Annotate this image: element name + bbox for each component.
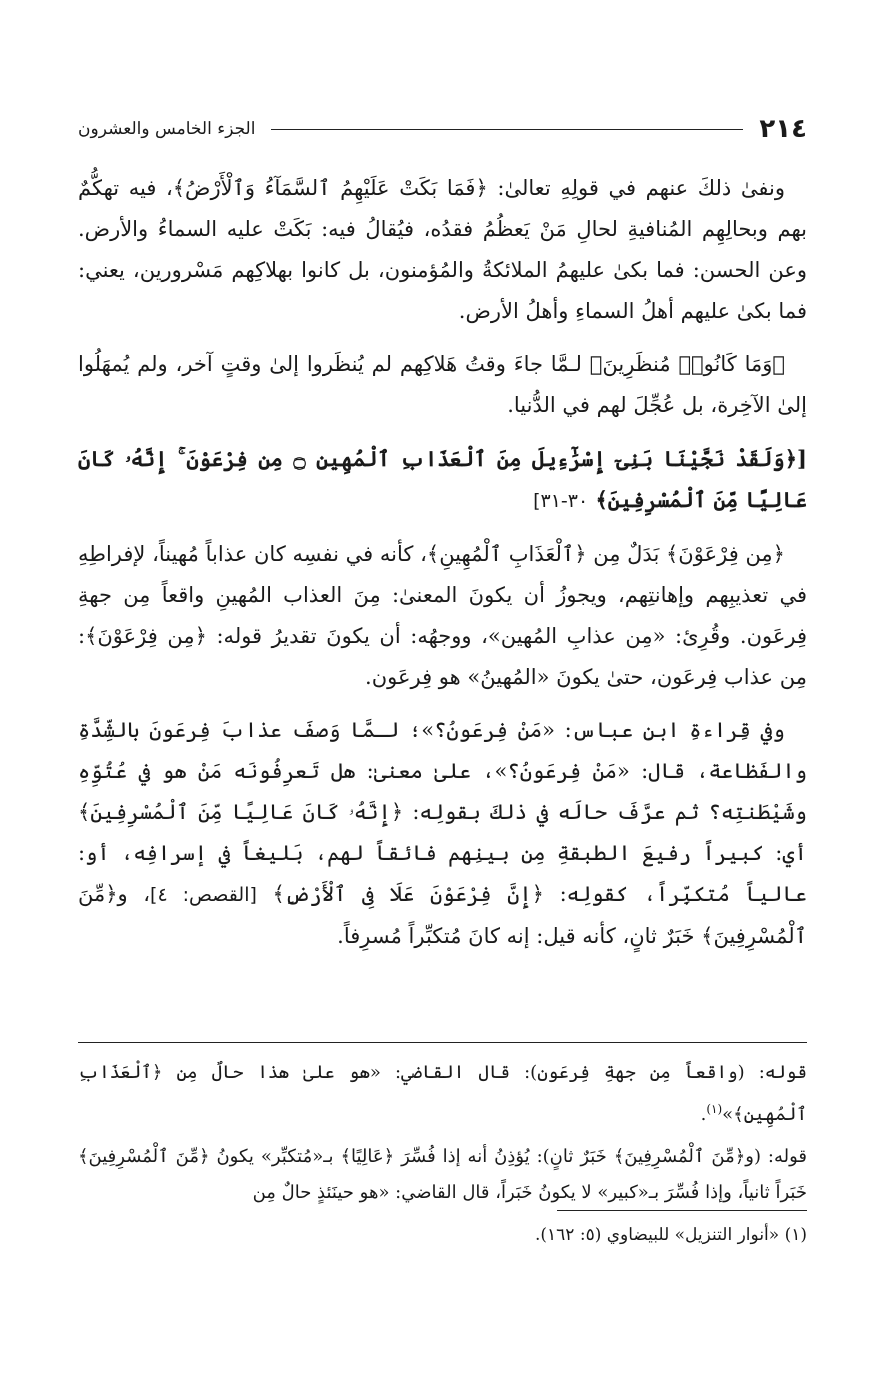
paragraph-4-end: ، و﴿مِّنَ ٱلْمُسْرِفِينَ﴾ خَبَرٌ ثانٍ، كأنه قيل: إنه كانَ مُتكبِّراً مُسرِفاً. [78, 882, 807, 948]
running-title: الجزء الخامس والعشرون [78, 119, 256, 139]
footnotes [78, 1210, 807, 1245]
commentary-notes [78, 1042, 807, 1217]
paragraph-1: ونفىٰ ذلكَ عنهم في قولِهِ تعالىٰ: ﴿فَمَا بَكَتْ عَلَيْهِمُ ٱلسَّمَآءُ وَٱلْأَرْضُ﴾، فيه تهكُّمٌ بهم وبحالِهِم المُنافيةِ لحالِ مَنْ يَعظُمُ فقدُه، فيُقالُ فيه: بَكَتْ عليه السماءُ والأرض. وعن الحسن: فما بكىٰ عليهمُ الملائكةُ والمُؤمنون، بل كانوا بهلاكِهم مَسْرورين، يعني: فما بكىٰ عليهم أهلُ السماءِ وأهلُ الأرض. [78, 176, 808, 323]
footnote-1: (١) «أنوار التنزيل» للبيضاوي (٥: ١٦٢). [534, 1225, 807, 1245]
paragraph-3: ﴿مِن فِرْعَوْنَ﴾ بَدَلٌ مِن ﴿ٱلْعَذَابِ ٱلْمُهِينِ﴾، كأنه في نفسِه كان عذاباً مُهيناً، لإفراطِهِ في تعذيبِهم وإهانتِهم، ويجوزُ أن يكونَ المعنىٰ: مِنَ العذاب المُهينِ واقعاً مِن جهةِ فِرعَون. وقُرِئ: «مِن عذابِ المُهين»، ووجهُه: أن يكونَ تقديرُ قوله: ﴿مِن فِرْعَوْنَ﴾: مِن عذاب فِرعَون، حتىٰ يكونَ «المُهينُ» هو فِرعَون. [78, 542, 807, 689]
page-header [78, 112, 807, 146]
header-rule [271, 129, 743, 130]
paragraph-4 [78, 710, 807, 957]
note-1: قوله: (واقعاً مِن جهةِ فِرعَون): قال القاضي: «هو علىٰ هذا حالٌ مِن ﴿ٱلْعَذَابِ ٱلْمُهِينِ﴾»$^{(١)}$. [78, 1062, 807, 1125]
footnote-marker: (١) [706, 1102, 723, 1116]
note-2: قوله: (و﴿مِّنَ ٱلْمُسْرِفِينَ﴾ خَبَرٌ ثانٍ): يُؤذِنُ أنه إذا فُسِّرَ ﴿عَالِيًا﴾ بـ«مُتكبِّر» يكونُ ﴿مِّنَ ٱلْمُسْرِفِينَ﴾ خَبَراً ثانياً، وإذا فُسِّرَ بـ«كبير» لا يكونُ خَبَراً، قال القاضي: «هو حينَئذٍ حالٌ مِن [78, 1146, 807, 1203]
main-text [78, 168, 807, 969]
note-1-text: قوله: (واقعاً مِن جهةِ فِرعَون): قال القاضي: «هو علىٰ هذا حالٌ مِن ﴿ٱلْعَذَابِ ٱلْمُهِينِ﴾» [78, 1062, 807, 1125]
quran-verse-block [78, 438, 807, 522]
surah-reference: [القصص: ٤] [150, 884, 257, 906]
quran-verse: [﴿وَلَقَدْ نَجَّيْنَا بَنِىٓ إِسْرَٰٓءِيلَ مِنَ ٱلْعَذَابِ ٱلْمُهِينِ ۝ مِن فِرْعَوْنَ ۚ إِنَّهُۥ كَانَ عَالِيًا مِّنَ ٱلْمُسْرِفِينَ﴾ [78, 446, 807, 512]
page-number: ٢١٤ [759, 114, 807, 144]
paragraph-4-text: وفي قِراءةِ ابنِ عباس: «مَنْ فِرعَونُ؟»؛ لـمَّا وَصفَ عذابَ فِرعَونَ بالشِّدَّةِ والفَظاعة، قال: «مَنْ فِرعَونُ؟»، علىٰ معنىٰ: هل تَعرِفُونَه مَنْ هو في عُتُوِّهِ وشَيْطَنتِه؟ ثم عرَّفَ حالَه في ذلكَ بقولِه: ﴿إِنَّهُۥ كَانَ عَالِيًا مِّنَ ٱلْمُسْرِفِينَ﴾ أي: كبيراً رفيعَ الطبقةِ مِن بينِهم فائقاً لهم، بَليغاً في إسرافِه، أو: عالياً مُتكبِّراً، كقولِه: ﴿إِنَّ فِرْعَوْنَ عَلَا فِى ٱلْأَرْضِ﴾ [78, 718, 807, 906]
paragraph-2: ﴿وَمَا كَانُوا۟ مُنظَرِينَ﴾ لـمَّا جاءَ وقتُ هَلاكِهم لم يُنظَروا إلىٰ وقتٍ آخر، ولم يُمهَلُوا إلىٰ الآخِرة، بل عُجِّلَ لهم في الدُّنيا. [78, 352, 807, 417]
verse-reference: ٣٠-٣١] [533, 490, 589, 512]
